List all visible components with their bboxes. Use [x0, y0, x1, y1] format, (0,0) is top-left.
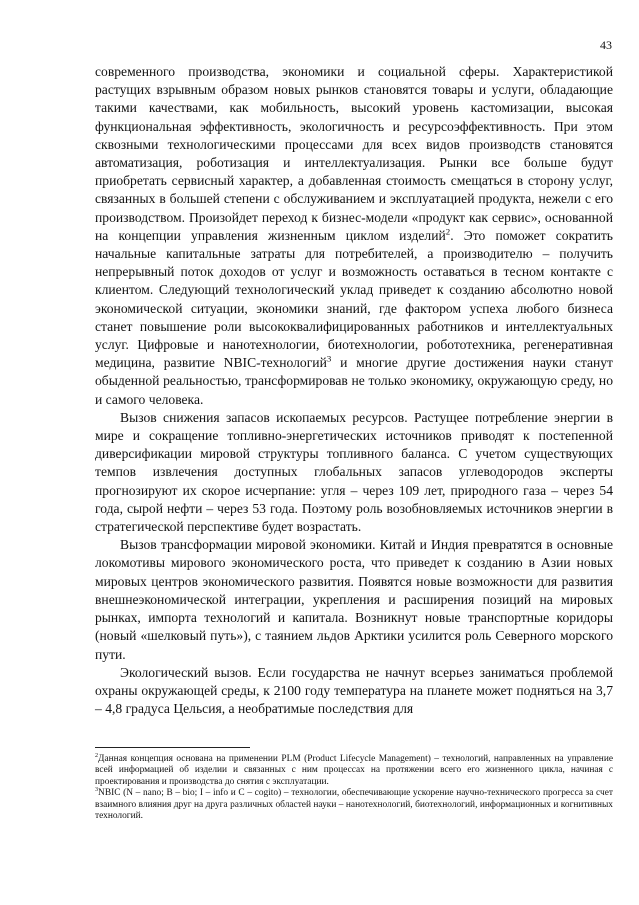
paragraph-1 [95, 63, 613, 409]
footnote-3 [95, 788, 613, 822]
footnote-ref-2: 2 [445, 226, 451, 237]
footnote-ref-3: 3 [326, 353, 332, 364]
paragraph-4: Экологический вызов. Если государства не начнут всерьез заниматься проблемой охраны окружающей среды, к 2100 году температура на планете может подняться на 3,7 – 4,8 градуса Цельсия, а необратимые последствия для [95, 664, 613, 717]
footnote-3-text: NBIC (N – nano; B – bio; I – info и C – cogito) – технологии, обеспечивающие ускорение научно-технического прогресса за счет взаимного влияния друг на друга различных областей науки – нанотехнологий, биотехнологий, информационных и когнитивных технологий. [95, 788, 613, 822]
paragraph-2: Вызов снижения запасов ископаемых ресурсов. Растущее потребление энергии в мире и сокращение топливно-энергетических источников приводят к постепенной диверсификации мировой структуры топливного баланса. С учетом существующих темпов извлечения доступных глобальных запасов углеводородов эксперты прогнозируют их скорое исчерпание: угля – через 109 лет, природного газа – через 54 года, сырой нефти – через 53 года. Поэтому роль возобновляемых источников энергии в стратегической перспективе будет возрастать. [95, 409, 613, 535]
footnote-2 [95, 754, 613, 788]
footnote-separator [95, 747, 250, 748]
main-text [95, 63, 613, 718]
paragraph-1-text-c: и многие другие достижения науки станут обыденной реальностью, трансформировав не только экономику, окружающую среду, но и самого человека. [95, 355, 613, 407]
paragraph-3: Вызов трансформации мировой экономики. Китай и Индия превратятся в основные локомотивы мирового экономического роста, что приведет к созданию в Азии новых мировых центров экономического развития. Появятся новые возможности для развития внешнеэкономической интеграции, укрепления и расширения позиций на мировых рынках, импорта технологий и капитала. Возникнут новые транспортные коридоры (новый «шелковый путь»), с таянием льдов Арктики усилится роль Северного морского пути. [95, 537, 613, 662]
page-number: 43 [600, 38, 612, 52]
footnote-2-text: Данная концепция основана на применении PLM (Product Lifecycle Management) – технологий, направленных на управление всей информацией об изделии и связанных с ним процессах на протяжении всего его жизненного цикла, начиная с проектирования и производства до снятия с эксплуатации. [95, 754, 613, 787]
paragraph-1-text-b: . Это поможет сократить начальные капитальные затраты для потребителей, а производителю – получить непрерывный поток доходов от услуг и возможность оставаться в тесном контакте с клиентом. Следующий технологический уклад приведет к созданию абсолютно новой экономической ситуации, экономики знаний, где фактором успеха любого бизнеса станет повышение роли высококвалифицированных работников и интеллектуальных услуг. Цифровые и нанотехнологии, биотехнологии, робототехника, регенеративная медицина, развитие NBIC-технологий [95, 227, 613, 371]
footnote-2-mark: 2 [95, 752, 99, 759]
footnote-3-mark: 3 [95, 787, 99, 794]
footnotes [95, 754, 613, 822]
paragraph-1-text-a: современного производства, экономики и социальной сферы. Характеристикой растущих взрывным образом новых рынков становятся товары и услуги, обладающие такими качествами, как мобильность, высокий уровень кастомизации, высокая функциональная эффективность, экологичность и ресурсоэффективность. При этом сквозными технологическими процессами для всех видов производств становятся автоматизация, роботизация и интеллектуализация. Рынки все больше будут приобретать сервисный характер, а добавленная стоимость смещаться в сторону услуг, связанных в большей степени с обслуживанием и эксплуатацией продукта, нежели с его производством. Произойдет переход к бизнес-модели «продукт как сервис», основанной на концепции управления жизненным циклом изделий [95, 64, 613, 243]
